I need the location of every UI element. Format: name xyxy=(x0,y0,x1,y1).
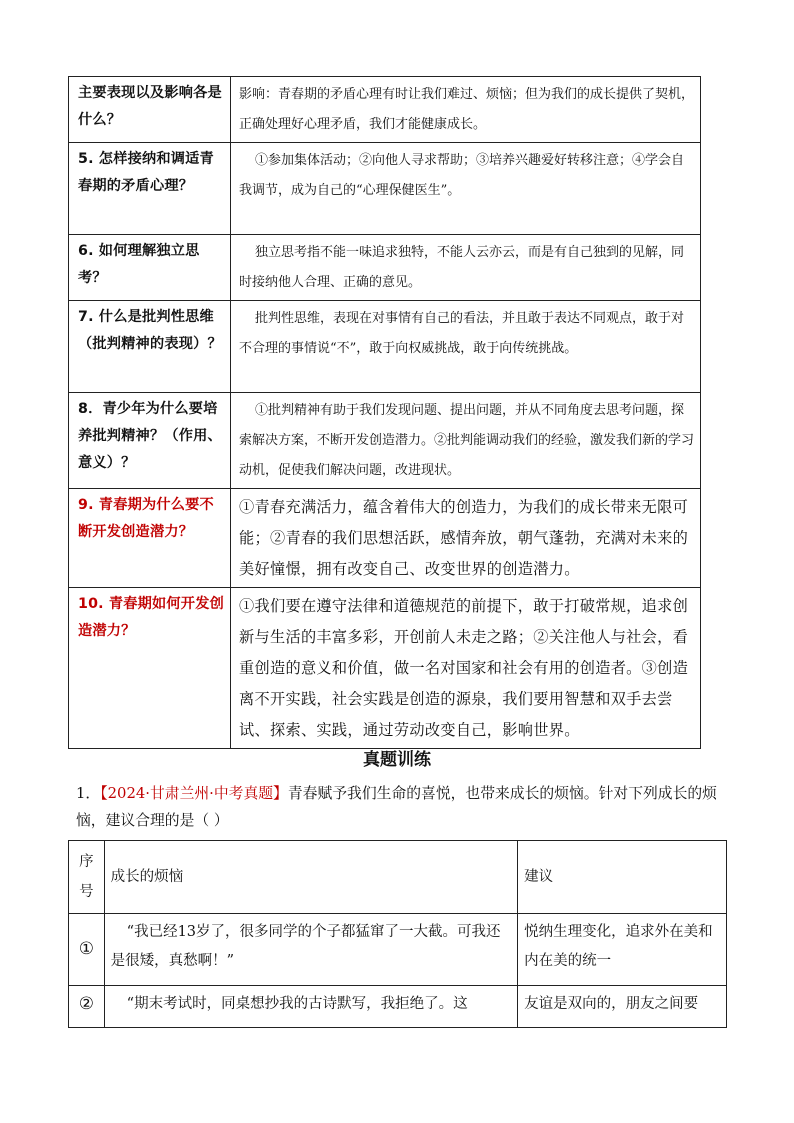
row-suggestion: 友谊是双向的，朋友之间要 xyxy=(518,986,727,1028)
question-cell: 7. 什么是批判性思维（批判精神的表现）？ xyxy=(69,301,231,393)
table-row xyxy=(69,914,727,986)
exercise-table xyxy=(68,840,727,1028)
answer-cell: ①青春充满活力，蕴含着伟大的创造力，为我们的成长带来无限可能；②青春的我们思想活跃，感情奔放，朝气蓬勃，充满对未来的美好憧憬，拥有改变自己、改变世界的创造潜力。 xyxy=(231,489,701,588)
question-cell-highlight: 9. 青春期为什么要不断开发创造潜力？ xyxy=(69,489,231,588)
answer-cell: ①批判精神有助于我们发现问题、提出问题，并从不同角度去思考问题，探索解决方案，不断开发创造潜力。②批判能调动我们的经验，激发我们新的学习动机，促使我们解决问题，改进现状。 xyxy=(231,393,701,489)
table-row xyxy=(69,489,701,588)
row-trouble: “期末考试时，同桌想抄我的古诗默写，我拒绝了。这 xyxy=(104,986,517,1028)
answer-cell: ①参加集体活动；②向他人寻求帮助；③培养兴趣爱好转移注意；④学会自我调节，成为自己的“心理保健医生”。 xyxy=(231,143,701,235)
table-row xyxy=(69,588,701,749)
table-row xyxy=(69,986,727,1028)
table-row xyxy=(69,77,701,143)
question-cell: 6. 如何理解独立思考？ xyxy=(69,235,231,301)
table-row xyxy=(69,143,701,235)
question-source: 【2024·甘肃兰州·中考真题】 xyxy=(100,785,288,802)
table-row xyxy=(69,393,701,489)
header-num: 序号 xyxy=(69,841,105,914)
question-cell-highlight: 10. 青春期如何开发创造潜力？ xyxy=(69,588,231,749)
answer-cell: 批判性思维，表现在对事情有自己的看法，并且敢于表达不同观点，敢于对不合理的事情说“不”，敢于向权威挑战，敢于向传统挑战。 xyxy=(231,301,701,393)
row-num: ① xyxy=(69,914,105,986)
table-row xyxy=(69,301,701,393)
row-num: ② xyxy=(69,986,105,1028)
table-header-row xyxy=(69,841,727,914)
answer-cell: 独立思考指不能一味追求独特，不能人云亦云，而是有自己独到的见解，同时接纳他人合理、正确的意见。 xyxy=(231,235,701,301)
section-title: 真题训练 xyxy=(363,750,431,770)
header-trouble: 成长的烦恼 xyxy=(104,841,517,914)
question-number: 1． xyxy=(76,785,101,802)
row-suggestion: 悦纳生理变化，追求外在美和内在美的统一 xyxy=(518,914,727,986)
question-text xyxy=(76,780,726,834)
table-row xyxy=(69,235,701,301)
answer-cell: ①我们要在遵守法律和道德规范的前提下，敢于打破常规，追求创新与生活的丰富多彩，开创前人未走之路；②关注他人与社会，看重创造的意义和价值，做一名对国家和社会有用的创造者。③创造离不开实践，社会实践是创造的源泉，我们要用智慧和双手去尝试、探索、实践，通过劳动改变自己，影响世界。 xyxy=(231,588,701,749)
question-cell: 5. 怎样接纳和调适青春期的矛盾心理？ xyxy=(69,143,231,235)
header-suggestion: 建议 xyxy=(518,841,727,914)
row-trouble: “我已经13岁了，很多同学的个子都猛窜了一大截。可我还是很矮，真愁啊！” xyxy=(104,914,517,986)
answer-cell: 影响：青春期的矛盾心理有时让我们难过、烦恼；但为我们的成长提供了契机，正确处理好心理矛盾，我们才能健康成长。 xyxy=(231,77,701,143)
question-stem: 青春赋予我们生命的喜悦，也带来成长的烦恼。针对下列成长的烦恼，建议合理的是（ ） xyxy=(76,785,717,829)
question-cell: 8．青少年为什么要培养批判精神？（作用、意义）？ xyxy=(69,393,231,489)
question-cell: 主要表现以及影响各是什么？ xyxy=(69,77,231,143)
knowledge-table xyxy=(68,76,701,749)
